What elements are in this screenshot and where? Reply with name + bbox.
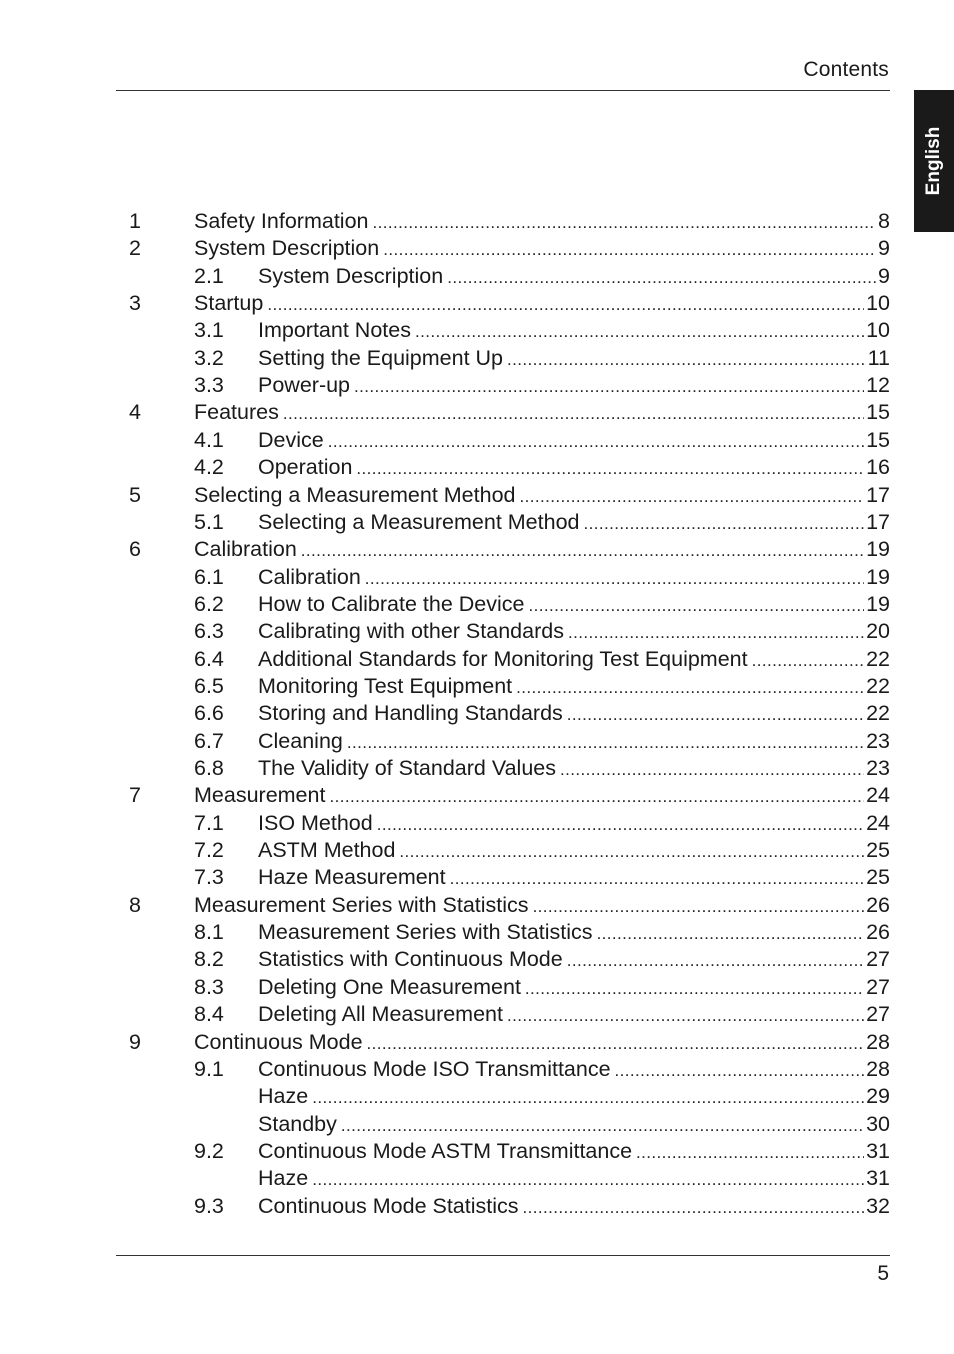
toc-entry-line xyxy=(194,235,890,263)
toc-entry-number: 6.2 xyxy=(194,591,224,616)
toc-entry[interactable] xyxy=(0,673,954,700)
dot-leader xyxy=(567,947,864,974)
dot-leader xyxy=(341,1112,864,1139)
toc-entry-title: Calibration xyxy=(258,564,361,589)
toc-entry-line xyxy=(258,427,890,455)
toc-entry[interactable] xyxy=(0,1001,954,1028)
dot-leader xyxy=(636,1139,864,1166)
toc-entry-line xyxy=(258,1056,890,1084)
toc-entry-title: Haze xyxy=(258,1166,309,1191)
toc-entry[interactable] xyxy=(0,1029,954,1056)
toc-entry[interactable] xyxy=(0,1193,954,1220)
toc-entry-number: 7 xyxy=(129,783,141,808)
toc-entry-number: 6.3 xyxy=(194,619,224,644)
toc-entry-number: 6 xyxy=(129,537,141,562)
toc-entry-page: 11 xyxy=(867,345,890,370)
toc-entry-title: Cleaning xyxy=(258,728,343,753)
toc-entry-title: Selecting a Measurement Method xyxy=(194,482,516,507)
toc-entry-line xyxy=(258,864,890,892)
toc-entry[interactable] xyxy=(0,345,954,372)
dot-leader xyxy=(560,756,864,783)
toc-entry-number: 9 xyxy=(129,1029,141,1054)
dot-leader xyxy=(365,565,864,592)
toc-entry-page: 27 xyxy=(866,974,890,999)
toc-entry-title: Measurement xyxy=(194,783,326,808)
toc-entry-title: Standby xyxy=(258,1111,337,1136)
toc-entry-title: Haze Measurement xyxy=(258,865,446,890)
toc-entry-number: 3.3 xyxy=(194,373,224,398)
dot-leader xyxy=(312,1084,864,1111)
toc-entry-page: 9 xyxy=(878,263,890,288)
toc-entry-line xyxy=(194,782,890,810)
toc-entry[interactable] xyxy=(0,317,954,344)
toc-entry-line xyxy=(258,646,890,674)
toc-entry-title: Features xyxy=(194,400,279,425)
toc-entry-number: 6.7 xyxy=(194,728,224,753)
dot-leader xyxy=(516,674,864,701)
toc-entry-page: 22 xyxy=(866,701,890,726)
toc-entry-line xyxy=(258,591,890,619)
toc-entry-title: Continuous Mode ISO Transmittance xyxy=(258,1056,611,1081)
toc-entry-page: 17 xyxy=(866,509,890,534)
toc-entry[interactable] xyxy=(0,1111,954,1138)
toc-entry-title: The Validity of Standard Values xyxy=(258,756,556,780)
toc-entry-page: 26 xyxy=(866,892,890,917)
toc-entry-number: 8.1 xyxy=(194,920,224,945)
dot-leader xyxy=(415,318,864,345)
toc-entry-title: Statistics with Continuous Mode xyxy=(258,947,563,972)
toc-entry-line xyxy=(258,946,890,974)
toc-entry-title: Continuous Mode ASTM Transmittance xyxy=(258,1138,633,1163)
running-header-title: Contents xyxy=(803,58,889,81)
toc-entry-line xyxy=(258,1193,890,1221)
toc-entry-number: 2.1 xyxy=(194,263,224,288)
dot-leader xyxy=(267,291,864,318)
toc-entry-page: 9 xyxy=(878,236,890,261)
toc-entry[interactable] xyxy=(0,646,954,673)
toc-entry-number: 2 xyxy=(129,236,141,261)
toc-entry-number: 4.1 xyxy=(194,427,224,452)
toc-entry-title: System Description xyxy=(258,263,444,288)
toc-entry-number: 3.2 xyxy=(194,345,224,370)
dot-leader xyxy=(583,510,864,537)
toc-entry-line xyxy=(194,208,890,236)
dot-leader xyxy=(528,592,864,619)
dot-leader xyxy=(399,838,864,865)
dot-leader xyxy=(356,455,864,482)
dot-leader xyxy=(568,619,864,646)
dot-leader xyxy=(312,1166,864,1193)
toc-entry-line xyxy=(258,974,890,1002)
toc-entry-number: 4 xyxy=(129,400,141,425)
toc-entry[interactable] xyxy=(0,1165,954,1192)
toc-entry-title: Additional Standards for Monitoring Test Equipment xyxy=(258,646,748,671)
toc-entry-number: 4.2 xyxy=(194,455,224,480)
toc-entry-title: Deleting All Measurement xyxy=(258,1002,503,1027)
dot-leader xyxy=(752,647,864,674)
toc-entry-title: ISO Method xyxy=(258,810,373,835)
toc-entry-title: Measurement Series with Statistics xyxy=(258,920,593,945)
toc-entry-number: 9.1 xyxy=(194,1056,224,1081)
toc-entry-page: 17 xyxy=(866,482,890,507)
toc-entry-line xyxy=(258,700,890,728)
toc-entry-page: 22 xyxy=(866,646,890,671)
dot-leader xyxy=(615,1057,865,1084)
toc-entry-page: 24 xyxy=(866,810,890,835)
toc-entry-page: 23 xyxy=(866,756,890,780)
dot-leader xyxy=(525,975,864,1002)
toc-entry-line xyxy=(258,1111,890,1139)
toc-entry-line xyxy=(258,618,890,646)
toc-entry[interactable] xyxy=(0,372,954,399)
dot-leader xyxy=(372,209,876,236)
toc-entry-page: 31 xyxy=(866,1166,890,1191)
toc-entry-number: 8 xyxy=(129,892,141,917)
toc-entry-line xyxy=(258,673,890,701)
toc-entry-title: Power-up xyxy=(258,373,351,398)
toc-entry-number: 5.1 xyxy=(194,509,224,534)
toc-entry-page: 26 xyxy=(866,920,890,945)
toc-entry-line xyxy=(258,1001,890,1029)
toc-entry[interactable] xyxy=(0,946,954,973)
dot-leader xyxy=(507,1002,864,1029)
dot-leader xyxy=(328,428,864,455)
dot-leader xyxy=(377,811,864,838)
toc-entry-line xyxy=(258,919,890,947)
toc-entry-line xyxy=(258,509,890,537)
toc-entry-line xyxy=(194,482,890,510)
toc-entry[interactable] xyxy=(0,564,954,591)
toc-entry-line xyxy=(194,536,890,564)
toc-entry[interactable] xyxy=(0,509,954,536)
toc-entry-number: 8.2 xyxy=(194,947,224,972)
dot-leader xyxy=(347,729,864,756)
toc-entry-page: 8 xyxy=(878,209,890,233)
toc-entry-page: 20 xyxy=(866,619,890,644)
toc-entry-title: How to Calibrate the Device xyxy=(258,591,525,616)
toc-entry-number: 6.1 xyxy=(194,564,224,589)
toc-entry-line xyxy=(258,345,890,373)
toc-entry-page: 19 xyxy=(866,591,890,616)
toc-entry-title: Monitoring Test Equipment xyxy=(258,673,513,698)
dot-leader xyxy=(519,483,864,510)
toc-entry[interactable] xyxy=(0,700,954,727)
toc-entry-page: 25 xyxy=(866,865,890,890)
toc-entry-line xyxy=(258,837,890,865)
toc-entry-title: Device xyxy=(258,427,324,452)
toc-entry-page: 28 xyxy=(866,1056,890,1081)
toc-entry[interactable] xyxy=(0,810,954,837)
toc-entry[interactable] xyxy=(0,290,954,317)
toc-entry-page: 31 xyxy=(866,1138,890,1163)
toc-entry[interactable] xyxy=(0,974,954,1001)
dot-leader xyxy=(533,893,865,920)
dot-leader xyxy=(447,264,876,291)
toc-entry-number: 6.8 xyxy=(194,756,224,780)
toc-entry[interactable] xyxy=(0,208,954,235)
toc-entry-page: 27 xyxy=(866,1002,890,1027)
toc-entry-number: 9.3 xyxy=(194,1193,224,1218)
toc-entry-title: Selecting a Measurement Method xyxy=(258,509,580,534)
toc-entry[interactable] xyxy=(0,919,954,946)
toc-entry-line xyxy=(258,755,890,783)
toc-entry-title: Measurement Series with Statistics xyxy=(194,892,529,917)
toc-entry-number: 6.5 xyxy=(194,673,224,698)
footer-rule xyxy=(116,1255,890,1256)
toc-entry[interactable] xyxy=(0,454,954,481)
toc-entry-line xyxy=(258,564,890,592)
toc-entry-page: 10 xyxy=(866,318,890,343)
toc-entry-line xyxy=(258,810,890,838)
toc-entry-line xyxy=(258,1165,890,1193)
toc-entry[interactable] xyxy=(0,618,954,645)
toc-entry-title: Continuous Mode Statistics xyxy=(258,1193,519,1218)
toc-entry[interactable] xyxy=(0,399,954,426)
dot-leader xyxy=(301,537,864,564)
toc-entry-page: 28 xyxy=(866,1029,890,1054)
toc-entry-title: Safety Information xyxy=(194,209,369,233)
dot-leader xyxy=(507,346,866,373)
toc-entry[interactable] xyxy=(0,482,954,509)
toc-entry-page: 32 xyxy=(866,1193,890,1218)
toc-entry-page: 19 xyxy=(866,537,890,562)
dot-leader xyxy=(367,1030,865,1057)
toc-entry-page: 24 xyxy=(866,783,890,808)
toc-entry[interactable] xyxy=(0,837,954,864)
toc-entry-title: Setting the Equipment Up xyxy=(258,345,504,370)
language-tab-label: English xyxy=(923,126,944,196)
toc-entry[interactable] xyxy=(0,235,954,262)
toc-entry-line xyxy=(258,263,890,291)
toc-entry-title: Operation xyxy=(258,455,353,480)
toc-entry-page: 27 xyxy=(866,947,890,972)
toc-entry-line xyxy=(258,372,890,400)
toc-entry-page: 30 xyxy=(866,1111,890,1136)
dot-leader xyxy=(567,701,864,728)
dot-leader xyxy=(354,373,864,400)
toc-entry-title: Important Notes xyxy=(258,318,411,343)
dot-leader xyxy=(597,920,865,947)
toc-entry-number: 3.1 xyxy=(194,318,224,343)
toc-entry-title: Startup xyxy=(194,291,264,316)
toc-entry[interactable] xyxy=(0,427,954,454)
dot-leader xyxy=(383,236,876,263)
toc-entry-line xyxy=(194,399,890,427)
dot-leader xyxy=(283,400,864,427)
toc-entry-number: 8.3 xyxy=(194,974,224,999)
toc-entry-line xyxy=(194,892,890,920)
toc-entry-page: 25 xyxy=(866,838,890,863)
toc-entry[interactable] xyxy=(0,728,954,755)
toc-entry-title: Continuous Mode xyxy=(194,1029,363,1054)
toc-entry-number: 6.6 xyxy=(194,701,224,726)
toc-entry-number: 9.2 xyxy=(194,1138,224,1163)
toc-entry-title: Haze xyxy=(258,1084,309,1109)
toc-entry-number: 7.3 xyxy=(194,865,224,890)
toc-entry-page: 10 xyxy=(866,291,890,316)
toc-entry[interactable] xyxy=(0,755,954,782)
toc-entry-number: 5 xyxy=(129,482,141,507)
page-number: 5 xyxy=(877,1262,889,1285)
toc-entry[interactable] xyxy=(0,1138,954,1165)
toc-entry[interactable] xyxy=(0,1083,954,1110)
toc-entry-number: 7.1 xyxy=(194,810,224,835)
toc-entry-page: 15 xyxy=(866,427,890,452)
toc-entry[interactable] xyxy=(0,263,954,290)
toc-entry-number: 1 xyxy=(129,209,141,233)
dot-leader xyxy=(523,1194,865,1221)
toc-entry[interactable] xyxy=(0,591,954,618)
toc-entry-line xyxy=(258,1083,890,1111)
toc-entry-line xyxy=(258,1138,890,1166)
toc-entry-number: 8.4 xyxy=(194,1002,224,1027)
toc-entry[interactable] xyxy=(0,892,954,919)
dot-leader xyxy=(450,865,864,892)
toc-entry[interactable] xyxy=(0,782,954,809)
toc-entry-number: 3 xyxy=(129,291,141,316)
toc-entry[interactable] xyxy=(0,864,954,891)
toc-entry-page: 12 xyxy=(866,373,890,398)
toc-entry-line xyxy=(258,454,890,482)
toc-entry-page: 22 xyxy=(866,673,890,698)
toc-entry-title: System Description xyxy=(194,236,380,261)
toc-entry-page: 19 xyxy=(866,564,890,589)
header-rule xyxy=(116,90,890,91)
toc-entry-title: Storing and Handling Standards xyxy=(258,701,563,726)
toc-entry[interactable] xyxy=(0,536,954,563)
toc-entry-page: 23 xyxy=(866,728,890,753)
toc-entry-title: Calibrating with other Standards xyxy=(258,619,564,644)
toc-entry-line xyxy=(194,290,890,318)
toc-entry-title: Calibration xyxy=(194,537,297,562)
toc-entry-title: ASTM Method xyxy=(258,838,396,863)
toc-entry-number: 7.2 xyxy=(194,838,224,863)
toc-entry-title: Deleting One Measurement xyxy=(258,974,521,999)
dot-leader xyxy=(329,783,864,810)
toc-entry-page: 15 xyxy=(866,400,890,425)
toc-entry[interactable] xyxy=(0,1056,954,1083)
toc-entry-page: 29 xyxy=(866,1084,890,1109)
toc-entry-line xyxy=(258,317,890,345)
toc-entry-page: 16 xyxy=(866,455,890,480)
toc-entry-number: 6.4 xyxy=(194,646,224,671)
toc-entry-line xyxy=(194,1029,890,1057)
toc-entry-line xyxy=(258,728,890,756)
